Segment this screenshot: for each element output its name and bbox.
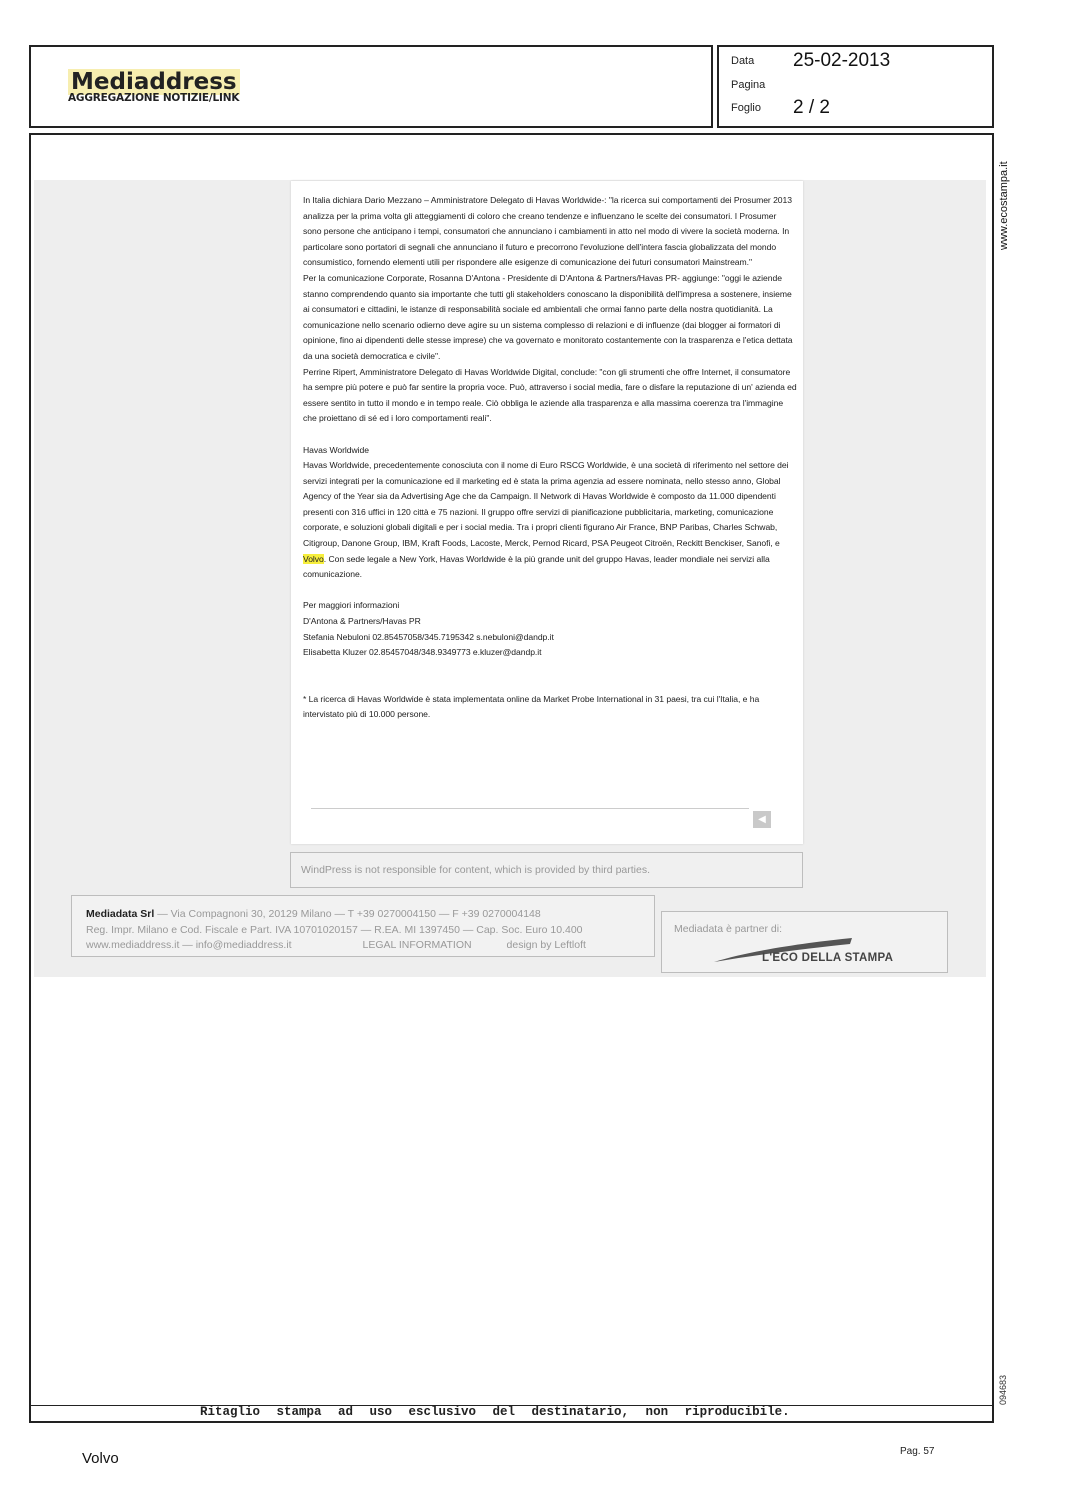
footer-company-info: [71, 895, 655, 957]
footer-company-name: Mediadata Srl: [86, 908, 155, 920]
article-paragraph: Perrine Ripert, Amministratore Delegato di Havas Worldwide Digital, conclude: "con gli strumenti che offre Internet, il consumatore ha sempre più potere e può far sentire la propria voce. Può, attraverso i social media, fare o disfare la reputazione di un' azienda ed essere sentito in tutto il mondo e in tempo reale. Ciò obbliga le aziende alla trasparenza e alla massima coerenza tra l'immagine che proiettano di sé ed i loro comportamenti reali".: [303, 366, 797, 424]
havas-heading: Havas Worldwide: [303, 444, 369, 455]
header-brand-box: [29, 45, 713, 128]
foglio-value: 2 / 2: [793, 97, 830, 118]
design-credit-link[interactable]: design by Leftloft: [506, 939, 586, 951]
footer-contacts-line: [86, 938, 640, 954]
reproduction-notice: Ritaglio stampa ad uso esclusivo del destinatario, non riproducibile.: [200, 1405, 790, 1419]
footnote: * La ricerca di Havas Worldwide è stata implementata online da Market Probe International in 31 paesi, tra cui l'Italia, e ha intervistato più di 10.000 persone.: [303, 693, 760, 720]
footer-address-line: Mediadata Srl — Via Compagnoni 30, 20129 Milano — T +39 0270004150 — F +39 0270004148: [86, 908, 541, 920]
data-value: 25-02-2013: [793, 50, 891, 71]
info-contact: Stefania Nebuloni 02.85457058/345.7195342 s.nebuloni@dandp.it: [303, 631, 554, 642]
disclaimer-box: WindPress is not responsible for content, which is provided by third parties.: [290, 852, 803, 888]
brand-subtitle: AGGREGAZIONE NOTIZIE/LINK: [68, 92, 240, 104]
footer-registry-line: Reg. Impr. Milano e Cod. Fiscale e Part. IVA 10701020157 — R.EA. MI 1397450 — Cap. Soc. Euro 10.400: [86, 923, 583, 936]
pagina-label: Pagina: [731, 79, 766, 91]
data-label: Data: [731, 55, 755, 67]
foglio-label: Foglio: [731, 102, 761, 114]
havas-paragraph: Havas Worldwide, precedentemente conosciuta con il nome di Euro RSCG Worldwide, è una società di riferimento nel settore dei servizi integrati per la comunicazione ed il marketing ed è stata la prima agenzia ad essere nominata, nello stesso anno, Global Agency of the Year sia da Advertising Age che da Campaign. Il Network di Havas Worldwide è composto da 11.000 dipendenti presenti con 316 uffici in 120 città e 75 nazioni. Il gruppo offre servizi di pianificazione pubblicitaria, marketing, comunicazione corporate, e soluzioni globali digitali e per i social media. Tra i propri clienti figurano Air France, BNP Paribas, Charles Schwab, Citigroup, Danone Group, IBM, Kraft Foods, Lacoste, Merck, Pernod Ricard, PSA Peugeot Citroën, Reckitt Benckiser, Sanofi, e Volvo. Con sede legale a New York, Havas Worldwide è la più grande unit del gruppo Havas, leader mondiale nei servizi alla comunicazione.: [303, 460, 789, 580]
info-contact: Elisabetta Kluzer 02.85457048/348.9349773 e.kluzer@dandp.it: [303, 647, 542, 658]
client-name: Volvo: [82, 1450, 119, 1467]
partner-label: Mediadata è partner di:: [674, 923, 782, 935]
article-paragraph: In Italia dichiara Dario Mezzano – Amministratore Delegato di Havas Worldwide-: "la ricerca sui comportamenti dei Prosumer 2013 analizza per la prima volta gli atteggiamenti di coloro che creano tendenze e influenzano le scelte dei consumatori. I Prosumer sono persone che anticipano i tempi, consumatori che annunciano i cambiamenti in atto nel modo di vivere la società moderna. In particolare sono portatori di segnali che annunciano il futuro e precorrono l'evoluzione dell'intera fascia globalizzata del mondo consumistico, fornendo elementi utili per rispondere alle esigenze di comunicazione dei futuri consumatori Mainstream.": [303, 195, 792, 268]
info-company: D'Antona & Partners/Havas PR: [303, 616, 421, 627]
brand-logo: [68, 69, 240, 104]
partner-box: [661, 911, 948, 973]
back-arrow-icon[interactable]: ◀: [753, 811, 771, 828]
partner-logo-text: L'ECO DELLA STAMPA: [762, 952, 894, 964]
article-body: [303, 193, 797, 723]
info-heading: Per maggiori informazioni: [303, 600, 400, 611]
article-paragraph: Per la comunicazione Corporate, Rosanna D'Antona - Presidente di D'Antona & Partners/Havas PR- aggiunge: "oggi le aziende stanno comprendendo quanto sia importante che tutti gli stakeholders conoscano la disponibilità dell'impresa a sostenere, insieme ai consumatori e cittadini, le istanze di responsabilità sociale ed ambientali che ormai fanno parte della nostra quotidianità. La comunicazione nello scenario odierno deve agire su un sistema complesso di relazioni e di influenze (dai blogger ai formatori di opinione, fino ai dipendenti delle stesse imprese) che va governato e monitorato costantemente con la trasparenza e l'etica dettata da una società democratica e civile".: [303, 272, 793, 361]
legal-information-link[interactable]: LEGAL INFORMATION: [362, 939, 472, 951]
brand-name: Mediaddress: [68, 69, 240, 95]
side-code: 094683: [998, 1374, 1008, 1405]
page-number: Pag. 57: [900, 1446, 935, 1457]
side-url: www.ecostampa.it: [998, 161, 1010, 250]
article-panel: [291, 181, 803, 844]
footer-website-link[interactable]: www.mediaddress.it — info@mediaddress.it: [86, 939, 292, 951]
divider: [311, 808, 749, 809]
header-meta-box: [717, 45, 994, 128]
highlight-volvo: Volvo: [303, 553, 324, 564]
